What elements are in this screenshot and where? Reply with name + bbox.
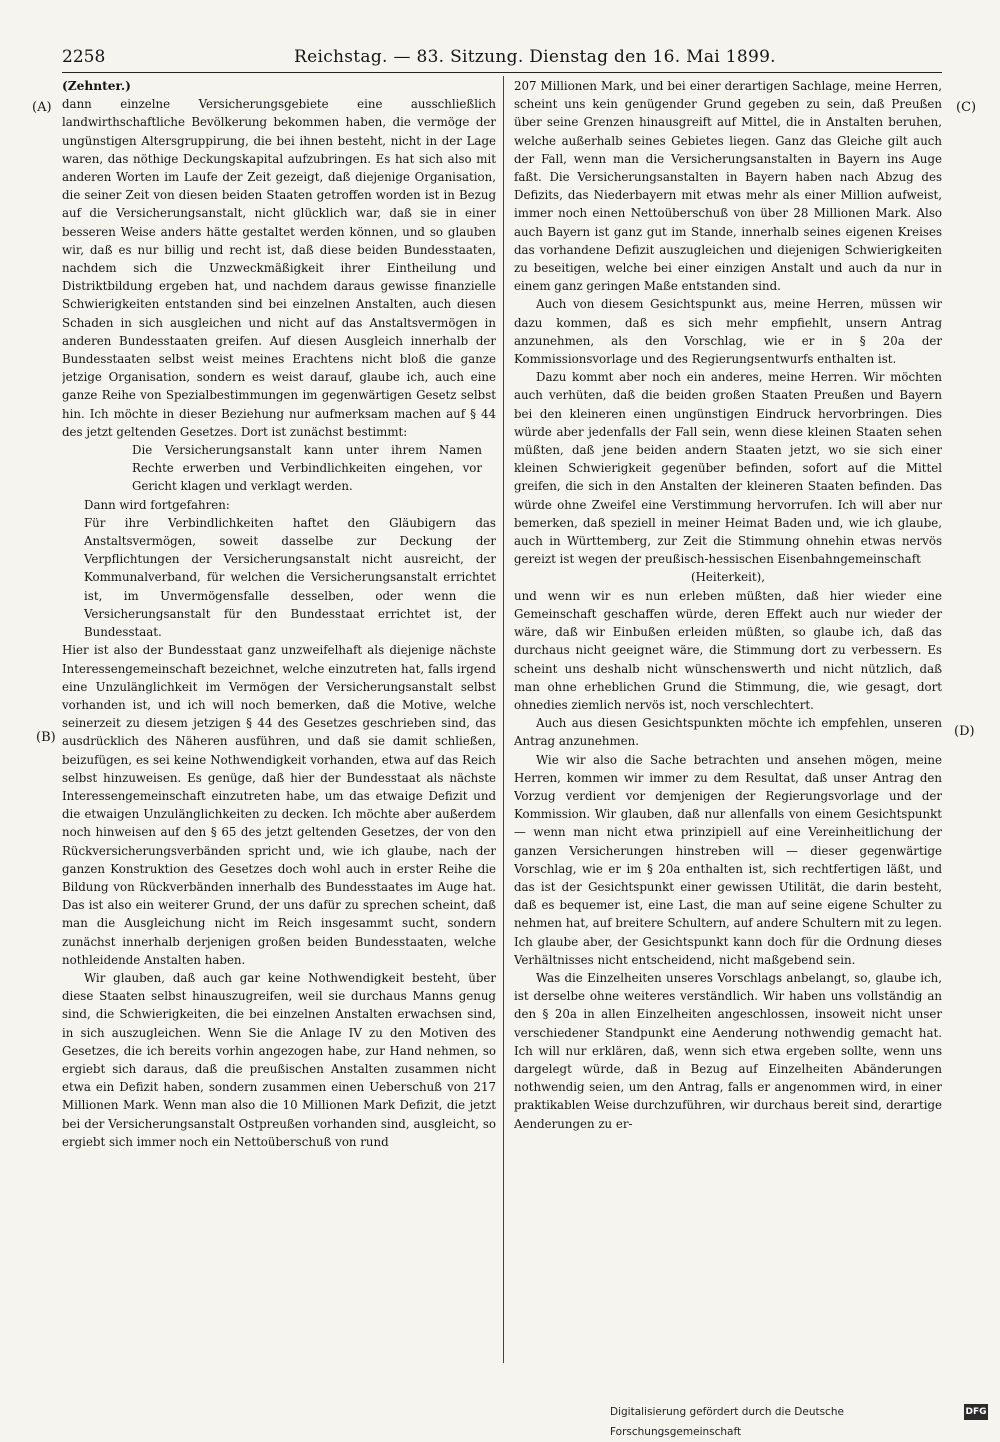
column-divider: [503, 76, 504, 1363]
margin-marker-d: (D): [954, 724, 975, 739]
running-title: Reichstag. — 83. Sitzung. Dienstag den 16. Mai 1899.: [294, 47, 776, 67]
left-column: [62, 77, 496, 1367]
right-paragraph-1: 207 Millionen Mark, und bei einer derartigen Sachlage, meine Herren, scheint uns kein genügender Grund gegeben zu sein, daß Preußen über seine Grenzen hinausgreift auf Mittel, die in Anstalten beruhen, welche außerhalb seines Gebietes liegen. Ganz das Gleiche gilt auch der Fall, wenn man die Versicherungsanstalten in Bayern ins Auge faßt. Die Versicherungsanstalten in Bayern haben nach Abzug des Defizits, das Niederbayern mit etwas mehr als einer Million aufweist, immer noch einen Nettoüberschuß von über 28 Millionen Mark. Also auch Bayern ist ganz gut im Stande, innerhalb seines eigenen Kreises das vorhandene Defizit auszugleichen und diejenigen Schwierigkeiten zu beseitigen, welche bei einer einzigen Anstalt und auch da nur in einem ganz geringen Maße entstanden sind.: [514, 79, 942, 294]
speaker-label: (Zehnter.): [62, 79, 131, 93]
interjection: (Heiterkeit),: [690, 570, 765, 585]
margin-marker-c: (C): [956, 100, 977, 115]
running-header: [62, 44, 942, 70]
left-quote-1: Die Versicherungsanstalt kann unter ihrem Namen Rechte erwerben und Verbindlichkeiten eingehen, vor Gericht klagen und verklagt werden.: [132, 443, 482, 494]
right-paragraph-5: und wenn wir es nun erleben müßten, daß hier wieder eine Gemeinschaft geschaffen würde, deren Effekt auch nur wieder der wäre, daß wir Einbußen erleiden müßten, so glaube ich, daß das durchaus nicht geeignet wäre, die Stimmung dort zu verbessern. Es scheint uns deshalb nicht wünschenswerth und nicht nützlich, daß man ohne erheblichen Grund die Stimmung, die, wie gesagt, dort ohnedies ziemlich nervös ist, noch verschlechtert.: [514, 588, 942, 712]
digitization-credit: [610, 1402, 988, 1438]
right-paragraph-7: Wie wir also die Sache betrachten und ansehen mögen, meine Herren, kommen wir immer zu dem Resultat, daß unser Antrag den Vorzug verdient vor demjenigen der Regierungsvorlage und der Kommission. Wir glauben, daß nur allenfalls von einem Gesichtspunkt — wenn man nicht etwa prinzipiell auf eine Vereinheitlichung der ganzen Versicherungen hinstreben will — dieser gegenwärtige Vorschlag, wie er im § 20a enthalten ist, sich rechtfertigen läßt, und das ist der Gesichtspunkt einer gewissen Utilität, die darin besteht, daß es bequemer ist, eine Last, die man auf seine eigene Schulter zu nehmen hat, auf breitere Schultern, auf andere Schultern mit zu legen. Ich glaube aber, der Gesichtspunkt kann doch für die Ordnung dieses Verhältnisses nicht entscheidend, nicht maßgebend sein.: [514, 752, 942, 967]
right-paragraph-3: Dazu kommt aber noch ein anderes, meine Herren. Wir möchten auch verhüten, daß die beiden großen Staaten Preußen und Bayern bei den kleineren einen ungünstigen Eindruck hervorbringen. Dies würde aber jedenfalls der Fall sein, wenn diese kleinen Staaten sehen müßten, daß jene beiden andern Staaten jetzt, wo sie sich einer kleinen Schwierigkeit gegenüber befinden, sofort auf die Mittel greifen, die sich in den Anstalten der kleineren Staaten befinden. Das würde ohne Zweifel eine Verstimmung hervorrufen. Ich will aber nur bemerken, daß speziell in meiner Heimat Baden und, wie ich glaube, auch in Württemberg, zur Zeit die Stimmung ohnehin etwas nervös gereizt ist wegen der preußisch-hessischen Eisenbahngemeinschaft: [514, 370, 942, 567]
header-rule: [62, 72, 942, 73]
credit-text: Digitalisierung gefördert durch die Deutsche Forschungsgemeinschaft: [610, 1406, 844, 1438]
left-paragraph-2: Dann wird fortgefahren:: [84, 497, 230, 512]
left-paragraph-3: Hier ist also der Bundesstaat ganz unzweifelhaft als diejenige nächste Interessengemeinschaft bezeichnet, welche einzutreten hat, falls irgend eine Unzulänglichkeit im Vermögen der Versicherungsanstalt selbst vorhanden ist, und ich will noch bemerken, daß die Motive, welche seinerzeit zu diesem jetzigen § 44 des Gesetzes geschrieben sind, das ausdrücklich des Näheren ausführen, und daß sie damit schließen, beizufügen, es sei keine Nothwendigkeit vorhanden, etwa auf das Reich selbst hinzuweisen. Es genüge, daß hier der Bundesstaat als nächste Interessengemeinschaft einzutreten habe, um das etwaige Defizit und die etwaigen Unzulänglichkeiten zu decken. Ich möchte aber außerdem noch hinweisen auf den § 65 des jetzt geltenden Gesetzes, der von den Rückversicherungsverbänden spricht und, wie ich glaube, nach der ganzen Konstruktion des Gesetzes doch wohl auch in erster Reihe die Bildung von Rückverbänden innerhalb des Bundesstaates im Auge hat. Das ist also ein weiterer Grund, der uns dafür zu sprechen scheint, daß man die Ausgleichung nicht im Reich insgesammt sucht, sondern zunächst innerhalb derjenigen großen beiden Bundesstaaten, welche nothleidende Anstalten haben.: [62, 643, 496, 967]
right-column: [514, 77, 942, 1367]
right-paragraph-8: Was die Einzelheiten unseres Vorschlags anbelangt, so, glaube ich, ist derselbe ohne weiteres verständlich. Wir haben uns vollständig an den § 20a in allen Einzelheiten angeschlossen, insoweit nicht unser verschiedener Standpunkt eine Aenderung nothwendig gemacht hat. Ich will nur erklären, daß, wenn sich etwa ergeben sollte, wenn uns dargelegt würde, daß in Bezug auf Einzelheiten Abänderungen nothwendig seien, um den Antrag, falls er angenommen wird, in einer praktikablen Weise durchzuführen, wir durchaus bereit sind, derartige Aenderungen zu er-: [514, 970, 942, 1131]
left-paragraph-4: Wir glauben, daß auch gar keine Nothwendigkeit besteht, über diese Staaten selbst hinauszugreifen, weil sie durchaus Manns genug sind, die Schwierigkeiten, die bei einzelnen Anstalten erwachsen sind, in sich auszugleichen. Wenn Sie die Anlage IV zu den Motiven des Gesetzes, die ich bereits vorhin angezogen habe, zur Hand nehmen, so ergiebt sich daraus, daß die preußischen Anstalten zusammen nicht etwa ein Defizit haben, sondern zusammen einen Ueberschuß von 217 Millionen Mark. Wenn man also die 10 Millionen Mark Defizit, die jetzt bei der Versicherungsanstalt Ostpreußen vorhanden sind, ausgleicht, so ergiebt sich immer noch ein Nettoüberschuß von rund: [62, 970, 496, 1149]
page-number: 2258: [62, 47, 106, 67]
dfg-logo-icon: DFG: [964, 1404, 988, 1420]
right-paragraph-2: Auch von diesem Gesichtspunkt aus, meine Herren, müssen wir dazu kommen, daß es sich mehr empfiehlt, unsern Antrag anzunehmen, als den Vorschlag, wie er in § 20a der Kommissionsvorlage und des Regierungsentwurfs enthalten ist.: [514, 297, 942, 367]
left-quote-2: Für ihre Verbindlichkeiten haftet den Gläubigern das Anstaltsvermögen, soweit dasselbe zur Deckung der Verpflichtungen der Versicherungsanstalt nicht ausreicht, der Kommunalverband, für welchen die Versicherungsanstalt errichtet ist, im Unvermögensfalle desselben, oder wenn die Versicherungsanstalt für den Bundesstaat errichtet ist, der Bundesstaat.: [84, 515, 496, 640]
left-paragraph-1: dann einzelne Versicherungsgebiete eine ausschließlich landwirthschaftliche Bevölkerung bekommen haben, die vermöge der ungünstigen Altersgruppirung, die bei ihnen besteht, nicht in der Lage waren, das nöthige Deckungskapital aufzubringen. Es hat sich also mit anderen Worten im Laufe der Zeit gezeigt, daß diejenige Organisation, die seiner Zeit von diesen beiden Staaten getroffen worden ist in Bezug auf die Versicherungsanstalt, nicht glücklich war, daß sie in einer besseren Weise anders hätte gestaltet werden können, und so glauben wir, daß es nur billig und recht ist, daß diese beiden Bundesstaaten, nachdem sich die Unzweckmäßigkeit ihrer Eintheilung und Distriktbildung ergeben hat, und nachdem daraus gewisse finanzielle Schwierigkeiten entstanden sind bei einzelnen Anstalten, auch diesen Schaden in sich ausgleichen und nicht auf das Anstaltsvermögen in anderen Bundesstaaten greifen. Auf diesen Ausgleich innerhalb der Bundesstaaten selbst weist meines Erachtens nicht bloß die ganze jetzige Organisation, sondern es weist darauf, glaube ich, auch eine ganze Reihe von Spezialbestimmungen im gegenwärtigen Gesetz selbst hin. Ich möchte in dieser Beziehung nur aufmerksam machen auf § 44 des jetzt geltenden Gesetzes. Dort ist zunächst bestimmt:: [62, 97, 496, 439]
margin-marker-b: (B): [36, 730, 56, 745]
margin-marker-a: (A): [32, 100, 52, 115]
right-paragraph-6: Auch aus diesen Gesichtspunkten möchte ich empfehlen, unseren Antrag anzunehmen.: [514, 716, 942, 749]
